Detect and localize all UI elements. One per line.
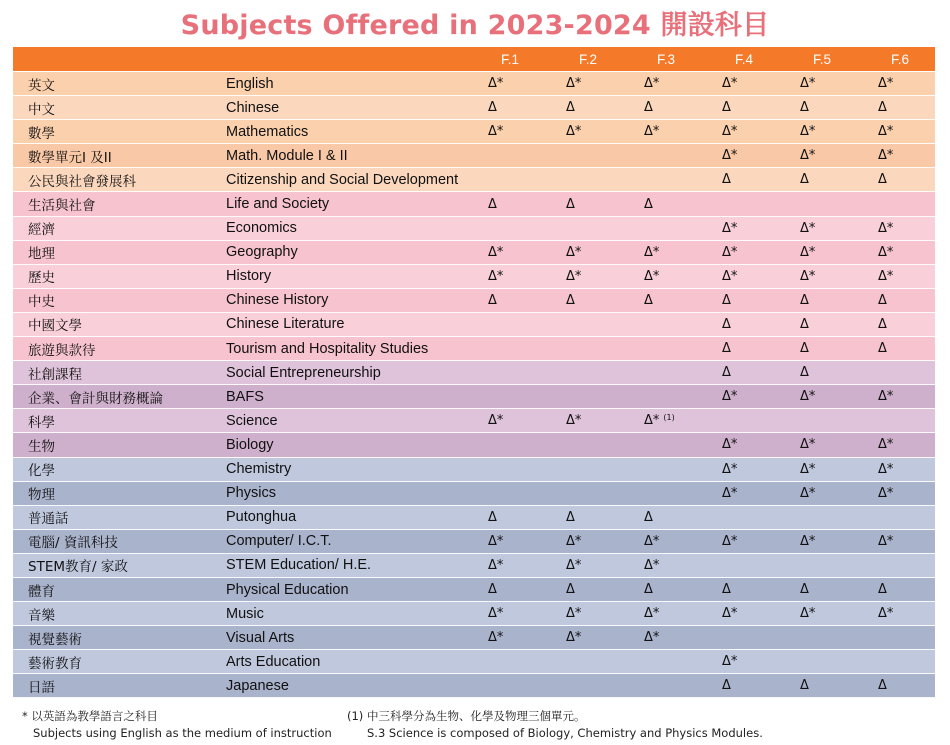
offer-mark: Δ* <box>800 148 816 164</box>
table-row <box>13 409 935 433</box>
offer-mark: Δ* <box>878 437 894 453</box>
subject-name-zh: 中文 <box>28 101 55 118</box>
subject-name-en: Physical Education <box>226 581 349 598</box>
offer-mark: Δ <box>722 172 731 188</box>
offer-mark: Δ* <box>878 533 894 549</box>
table-row <box>13 192 935 216</box>
offer-mark: Δ* <box>722 148 738 164</box>
column-header: F.4 <box>734 51 753 67</box>
subject-name-en: Science <box>226 412 278 429</box>
subject-name-en: Social Entrepreneurship <box>226 364 381 381</box>
offer-mark: Δ* <box>488 413 504 429</box>
offer-mark: Δ* <box>878 244 894 260</box>
offer-mark: Δ* <box>644 533 660 549</box>
offer-mark: Δ* <box>722 244 738 260</box>
offer-mark: Δ* <box>488 533 504 549</box>
column-header: F.1 <box>500 51 519 67</box>
offer-mark: Δ* <box>878 124 894 140</box>
subject-name-en: Japanese <box>226 677 289 694</box>
offer-mark: Δ <box>644 582 653 598</box>
page-title: Subjects Offered in 2023-2024 開設科目 <box>180 10 770 41</box>
offer-mark: Δ* <box>722 124 738 140</box>
offer-mark: Δ* <box>800 389 816 405</box>
offer-mark: Δ* <box>722 654 738 670</box>
subject-name-zh: 生活與社會 <box>28 198 96 215</box>
subject-name-en: Citizenship and Social Development <box>226 171 459 188</box>
subject-name-en: Geography <box>226 244 298 261</box>
offer-mark: Δ <box>722 316 731 332</box>
offer-mark: Δ* <box>644 606 660 622</box>
subject-name-en: Visual Arts <box>226 629 295 646</box>
offer-mark: Δ <box>800 365 809 381</box>
subject-name-en: Chinese History <box>226 292 329 309</box>
offer-mark: Δ* <box>722 389 738 405</box>
subject-name-en: Biology <box>226 436 274 453</box>
subject-name-en: Chinese <box>226 99 280 116</box>
offer-mark: Δ* <box>800 220 816 236</box>
offer-mark: Δ <box>488 509 497 525</box>
footnote-asterisk-zh: * 以英語為教學語言之科目 <box>22 709 158 723</box>
offer-mark: Δ* <box>878 389 894 405</box>
table-row <box>13 313 935 337</box>
offer-mark: Δ* <box>878 76 894 92</box>
offer-mark: Δ* <box>800 76 816 92</box>
offer-mark: Δ* <box>878 148 894 164</box>
subject-name-zh: 歷史 <box>28 270 55 287</box>
offer-mark: Δ* <box>644 124 660 140</box>
subject-name-zh: 社創課程 <box>28 366 82 383</box>
table-row <box>13 650 935 674</box>
subject-name-en: Physics <box>226 485 276 502</box>
offer-mark: Δ <box>800 316 809 332</box>
table-row <box>13 433 935 457</box>
offer-mark: Δ* <box>722 461 738 477</box>
offer-mark: Δ <box>722 678 731 694</box>
offer-mark: Δ* <box>566 124 582 140</box>
offer-mark: Δ* <box>800 606 816 622</box>
offer-mark: Δ* <box>644 76 660 92</box>
offer-mark: Δ <box>488 196 497 212</box>
subject-name-en: Music <box>226 605 264 622</box>
subject-name-en: Life and Society <box>226 196 330 213</box>
subject-name-en: Chinese Literature <box>226 316 345 333</box>
offer-mark: Δ <box>878 100 887 116</box>
offer-mark: Δ* <box>800 461 816 477</box>
offer-mark: Δ <box>878 582 887 598</box>
footnotes <box>0 706 950 745</box>
offer-mark: Δ* <box>488 124 504 140</box>
column-header: F.2 <box>578 51 597 67</box>
offer-mark: Δ <box>488 292 497 308</box>
offer-mark: Δ* <box>878 461 894 477</box>
subject-name-en: Arts Education <box>226 653 321 670</box>
table-row <box>13 482 935 506</box>
column-header: F.5 <box>812 51 831 67</box>
offer-mark: Δ* <box>488 630 504 646</box>
offer-mark: Δ* <box>566 268 582 284</box>
offer-mark: Δ <box>722 100 731 116</box>
offer-mark: Δ <box>800 292 809 308</box>
table-row <box>13 554 935 578</box>
subject-name-zh: 地理 <box>28 246 55 263</box>
footnote-marker: (1) <box>663 413 675 423</box>
offer-mark: Δ <box>722 365 731 381</box>
subject-name-zh: 音樂 <box>28 607 55 624</box>
subject-name-zh: 中史 <box>28 294 55 311</box>
subject-name-zh: 生物 <box>28 438 55 455</box>
offer-mark: Δ* <box>800 437 816 453</box>
offer-mark: Δ <box>722 292 731 308</box>
subject-name-zh: 中國文學 <box>28 318 82 335</box>
table-row <box>13 96 935 120</box>
table-row <box>13 168 935 192</box>
offer-mark: Δ <box>566 100 575 116</box>
offer-mark: Δ* <box>566 630 582 646</box>
offer-mark: Δ <box>878 172 887 188</box>
subject-name-zh: 電腦/ 資訊科技 <box>28 535 118 552</box>
offer-mark: Δ* <box>488 606 504 622</box>
table-body <box>13 72 935 698</box>
subject-name-zh: 企業、會計與財務概論 <box>28 390 163 407</box>
column-header: F.6 <box>890 51 909 67</box>
offer-mark: Δ <box>878 292 887 308</box>
offer-mark: Δ <box>566 292 575 308</box>
subjects-table <box>13 47 935 698</box>
offer-mark: Δ* <box>566 244 582 260</box>
offer-mark: Δ* <box>800 124 816 140</box>
subject-name-zh: 體育 <box>28 583 55 600</box>
offer-mark: Δ* <box>878 220 894 236</box>
subject-name-zh: STEM教育/ 家政 <box>28 559 128 576</box>
offer-mark: Δ* <box>800 244 816 260</box>
offer-mark: Δ <box>566 582 575 598</box>
column-header: F.3 <box>656 51 675 67</box>
subject-name-zh: 藝術教育 <box>28 655 82 672</box>
table-row <box>13 626 935 650</box>
subject-name-zh: 數學 <box>28 125 55 142</box>
table-row <box>13 530 935 554</box>
table-row <box>13 506 935 530</box>
offer-mark: Δ* <box>566 76 582 92</box>
offer-mark: Δ <box>800 582 809 598</box>
offer-mark: Δ* <box>488 557 504 573</box>
subject-name-en: Chemistry <box>226 461 292 478</box>
subject-name-en: Math. Module I & II <box>226 147 348 164</box>
offer-mark: Δ* <box>878 606 894 622</box>
offer-mark: Δ* <box>722 533 738 549</box>
offer-mark: Δ* <box>644 630 660 646</box>
subject-name-en: English <box>226 75 274 92</box>
table-row <box>13 385 935 409</box>
offer-mark: Δ* <box>644 557 660 573</box>
offer-mark: Δ <box>644 100 653 116</box>
footnote-science-en: S.3 Science is composed of Biology, Chemistry and Physics Modules. <box>367 726 763 740</box>
subject-name-zh: 經濟 <box>28 222 55 239</box>
footnote-science-zh: (1) 中三科學分為生物、化學及物理三個單元。 <box>347 709 586 723</box>
table-row <box>13 289 935 313</box>
subject-name-en: History <box>226 268 272 285</box>
offer-mark: Δ* <box>800 268 816 284</box>
table-row <box>13 72 935 96</box>
offer-mark: Δ <box>722 341 731 357</box>
subject-name-en: BAFS <box>226 388 264 405</box>
offer-mark: Δ* <box>878 268 894 284</box>
subject-name-en: Economics <box>226 220 297 237</box>
offer-mark: Δ <box>566 196 575 212</box>
offer-mark: Δ <box>566 509 575 525</box>
subject-name-en: STEM Education/ H.E. <box>226 557 372 574</box>
table-row <box>13 120 935 144</box>
offer-mark: Δ* <box>566 413 582 429</box>
subject-name-zh: 科學 <box>28 414 55 431</box>
offer-mark: Δ* <box>878 485 894 501</box>
offer-mark: Δ <box>722 582 731 598</box>
offer-mark: Δ* $^{(1)}$ <box>644 413 675 429</box>
offer-mark: Δ <box>644 509 653 525</box>
table-row <box>13 578 935 602</box>
offer-mark: Δ* <box>488 244 504 260</box>
offer-mark: Δ* <box>800 533 816 549</box>
subject-name-zh: 日語 <box>28 679 55 696</box>
offer-mark: Δ* <box>566 606 582 622</box>
offer-mark: Δ* <box>722 268 738 284</box>
offer-mark: Δ* <box>722 485 738 501</box>
footnote-asterisk-en: Subjects using English as the medium of instruction <box>33 726 332 740</box>
offer-mark: Δ <box>878 678 887 694</box>
offer-mark: Δ* <box>488 268 504 284</box>
offer-mark: Δ <box>800 172 809 188</box>
offer-mark: Δ <box>488 582 497 598</box>
offer-mark: Δ* <box>722 437 738 453</box>
offer-mark: Δ <box>878 341 887 357</box>
table-row <box>13 241 935 265</box>
subject-name-zh: 視覺藝術 <box>28 631 82 648</box>
table-row <box>13 144 935 168</box>
table-row <box>13 337 935 361</box>
offer-mark: Δ* <box>722 606 738 622</box>
subject-name-zh: 物理 <box>28 487 55 504</box>
offer-mark: Δ* <box>722 76 738 92</box>
offer-mark: Δ <box>878 316 887 332</box>
offer-mark: Δ <box>800 678 809 694</box>
offer-mark: Δ <box>644 196 653 212</box>
offer-mark: Δ <box>488 100 497 116</box>
offer-mark: Δ <box>800 341 809 357</box>
offer-mark: Δ* <box>800 485 816 501</box>
table-row <box>13 361 935 385</box>
table-row <box>13 217 935 241</box>
table-row <box>13 265 935 289</box>
table-header <box>13 47 935 72</box>
offer-mark: Δ* <box>722 220 738 236</box>
subject-name-zh: 公民與社會發展科 <box>28 173 136 190</box>
offer-mark: Δ* <box>566 533 582 549</box>
subject-name-en: Computer/ I.C.T. <box>226 533 332 550</box>
subject-name-zh: 化學 <box>28 463 55 480</box>
offer-mark: Δ* <box>488 76 504 92</box>
subject-name-en: Putonghua <box>226 509 297 526</box>
offer-mark: Δ* <box>644 268 660 284</box>
offer-mark: Δ* <box>566 557 582 573</box>
offer-mark: Δ <box>800 100 809 116</box>
offer-mark: Δ <box>644 292 653 308</box>
table-row <box>13 674 935 698</box>
offer-mark: Δ* <box>644 244 660 260</box>
subject-name-en: Mathematics <box>226 123 309 140</box>
table-row <box>13 602 935 626</box>
subject-name-zh: 數學單元I 及II <box>28 149 112 166</box>
subject-name-zh: 英文 <box>28 77 55 94</box>
table-row <box>13 458 935 482</box>
subject-name-en: Tourism and Hospitality Studies <box>226 340 429 357</box>
subject-name-zh: 普通話 <box>28 511 69 528</box>
subject-name-zh: 旅遊與款待 <box>28 342 96 359</box>
